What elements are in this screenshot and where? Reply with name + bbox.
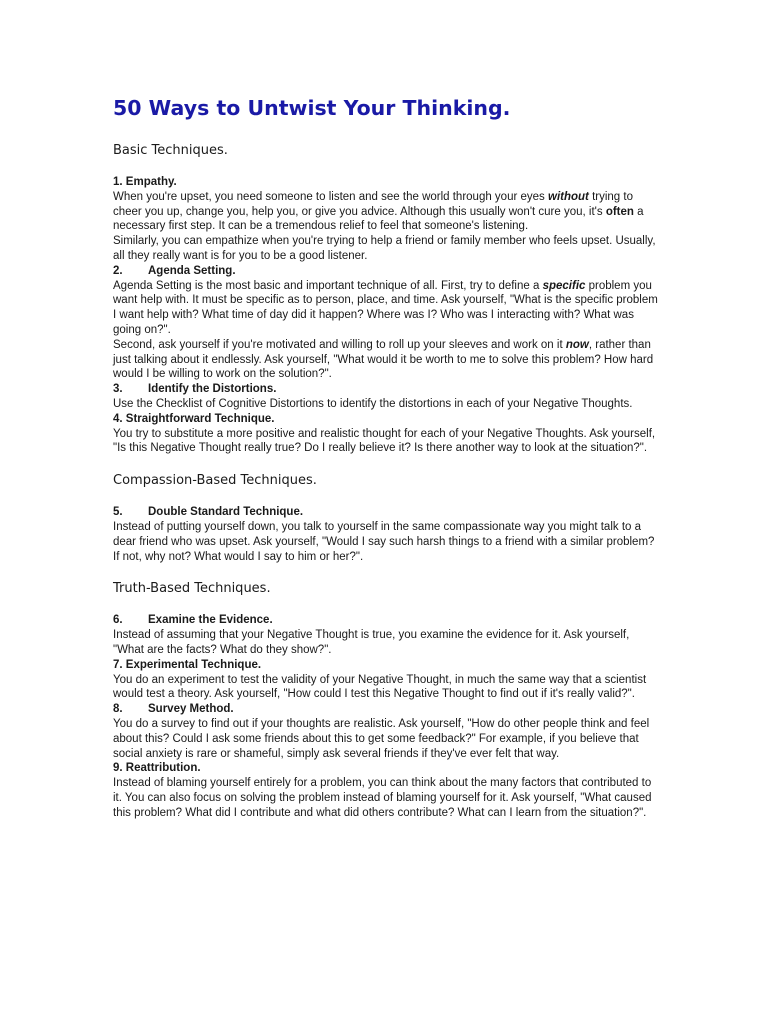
technique-survey-method xyxy=(113,702,661,761)
technique-name: Examine the Evidence. xyxy=(148,614,273,627)
technique-number: 8. xyxy=(113,703,123,716)
technique-title xyxy=(113,264,661,279)
technique-paragraph: You do an experiment to test the validity of your Negative Thought, in much the same way that a scientist would test a theory. Ask yourself, "How could I test this Negative Thought to find out if it's really valid?". xyxy=(113,673,647,701)
section-basic-techniques xyxy=(113,142,661,456)
technique-identify-distortions xyxy=(113,382,661,412)
technique-name: Agenda Setting. xyxy=(148,264,236,277)
section-heading: Truth-Based Techniques. xyxy=(113,581,271,597)
technique-number: 4. xyxy=(113,412,123,425)
technique-double-standard xyxy=(113,505,661,564)
technique-paragraph: Use the Checklist of Cognitive Distortions to identify the distortions in each of your Negative Thoughts. xyxy=(113,397,633,410)
technique-straightforward xyxy=(113,412,661,456)
technique-title xyxy=(113,761,661,776)
bold-text: often xyxy=(605,205,634,218)
technique-title xyxy=(113,613,661,628)
technique-name: Reattribution. xyxy=(125,762,201,775)
technique-paragraph xyxy=(113,338,661,382)
technique-paragraph: You try to substitute a more positive and realistic thought for each of your Negative Thoughts. Ask yourself, "Is this Negative Thought really true? Do I really believe it? Is there another way to look at the situation?". xyxy=(113,427,656,455)
section-compassion-techniques xyxy=(113,472,661,564)
technique-agenda-setting xyxy=(113,264,661,382)
technique-name: Identify the Distortions. xyxy=(148,383,277,396)
technique-name: Straightforward Technique. xyxy=(125,412,275,425)
technique-name: Experimental Technique. xyxy=(125,658,262,671)
technique-number: 9. xyxy=(113,762,123,775)
text-run: Agenda Setting is the most basic and important technique of all. First, try to define a xyxy=(113,279,543,292)
text-run: trying to cheer you up, change you, help you, or give you advice. Although this usually won't cure you, it's xyxy=(113,190,633,218)
technique-reattribution xyxy=(113,761,661,820)
technique-paragraph: Instead of blaming yourself entirely for a problem, you can think about the many factors that contributed to it. You can also focus on solving the problem instead of blaming yourself for it. Ask yourself, "What caused this problem? What did I contribute and what did others contribute? What can I learn from the situation?". xyxy=(113,777,652,819)
text-run: When you're upset, you need someone to listen and see the world through your eyes xyxy=(113,190,548,203)
technique-title xyxy=(113,412,661,427)
technique-name: Empathy. xyxy=(125,176,177,188)
technique-title xyxy=(113,702,661,717)
technique-paragraph xyxy=(113,279,661,338)
technique-paragraph: You do a survey to find out if your thoughts are realistic. Ask yourself, "How do other people think and feel about this? Could I ask some friends about this to get some feedback?" For example, if you believe that social anxiety is rare or shameful, simply ask several friends if they've ever felt that way. xyxy=(113,717,650,760)
technique-paragraph: Instead of putting yourself down, you talk to yourself in the same compassionate way you might talk to a dear friend who was upset. Ask yourself, "Would I say such harsh things to a friend with a similar problem? If not, why not? What would I say to him or her?". xyxy=(113,520,655,563)
technique-title xyxy=(113,505,661,520)
section-heading: Basic Techniques. xyxy=(113,143,228,158)
technique-number: 6. xyxy=(113,614,123,627)
technique-number: 7. xyxy=(113,658,123,671)
document-title: 50 Ways to Untwist Your Thinking. xyxy=(113,96,511,120)
emphasis-text: now xyxy=(565,338,589,351)
technique-paragraph: Similarly, you can empathize when you're trying to help a friend or family member who feels upset. Usually, all they really want is for you to be a good listener. xyxy=(113,235,656,262)
technique-title xyxy=(113,175,661,190)
technique-paragraph: Instead of assuming that your Negative Thought is true, you examine the evidence for it. Ask yourself, "What are the facts? What do they show?". xyxy=(113,629,630,656)
technique-title xyxy=(113,382,661,397)
section-truth-techniques xyxy=(113,580,661,820)
technique-name: Double Standard Technique. xyxy=(148,506,304,519)
technique-number: 1. xyxy=(113,176,123,188)
emphasis-text: without xyxy=(548,190,589,203)
technique-title xyxy=(113,658,661,673)
technique-experimental xyxy=(113,658,661,702)
document-page xyxy=(113,95,661,820)
section-heading: Compassion-Based Techniques. xyxy=(113,473,317,489)
technique-paragraph xyxy=(113,190,661,234)
technique-empathy xyxy=(113,175,661,264)
technique-examine-evidence xyxy=(113,613,661,657)
text-run: , rather than just talking about it endlessly. Ask yourself, "What would it be worth to me to solve this problem? How hard would I be willing to work on the solution?". xyxy=(113,338,654,381)
text-run: problem you want help with. It must be specific as to person, place, and time. Ask yourself, "What is the specific problem I want help with? What time of day did it happen? Where was I? Who was I interacting with? What was going on?". xyxy=(113,279,658,336)
technique-name: Survey Method. xyxy=(148,703,234,716)
technique-number: 2. xyxy=(113,264,123,277)
technique-number: 5. xyxy=(113,506,123,519)
emphasis-text: specific xyxy=(542,279,586,292)
text-run: Second, ask yourself if you're motivated and willing to roll up your sleeves and work on it xyxy=(113,338,566,351)
text-run: a necessary first step. It can be a tremendous relief to feel that someone's listening. xyxy=(113,205,644,233)
technique-number: 3. xyxy=(113,383,123,396)
